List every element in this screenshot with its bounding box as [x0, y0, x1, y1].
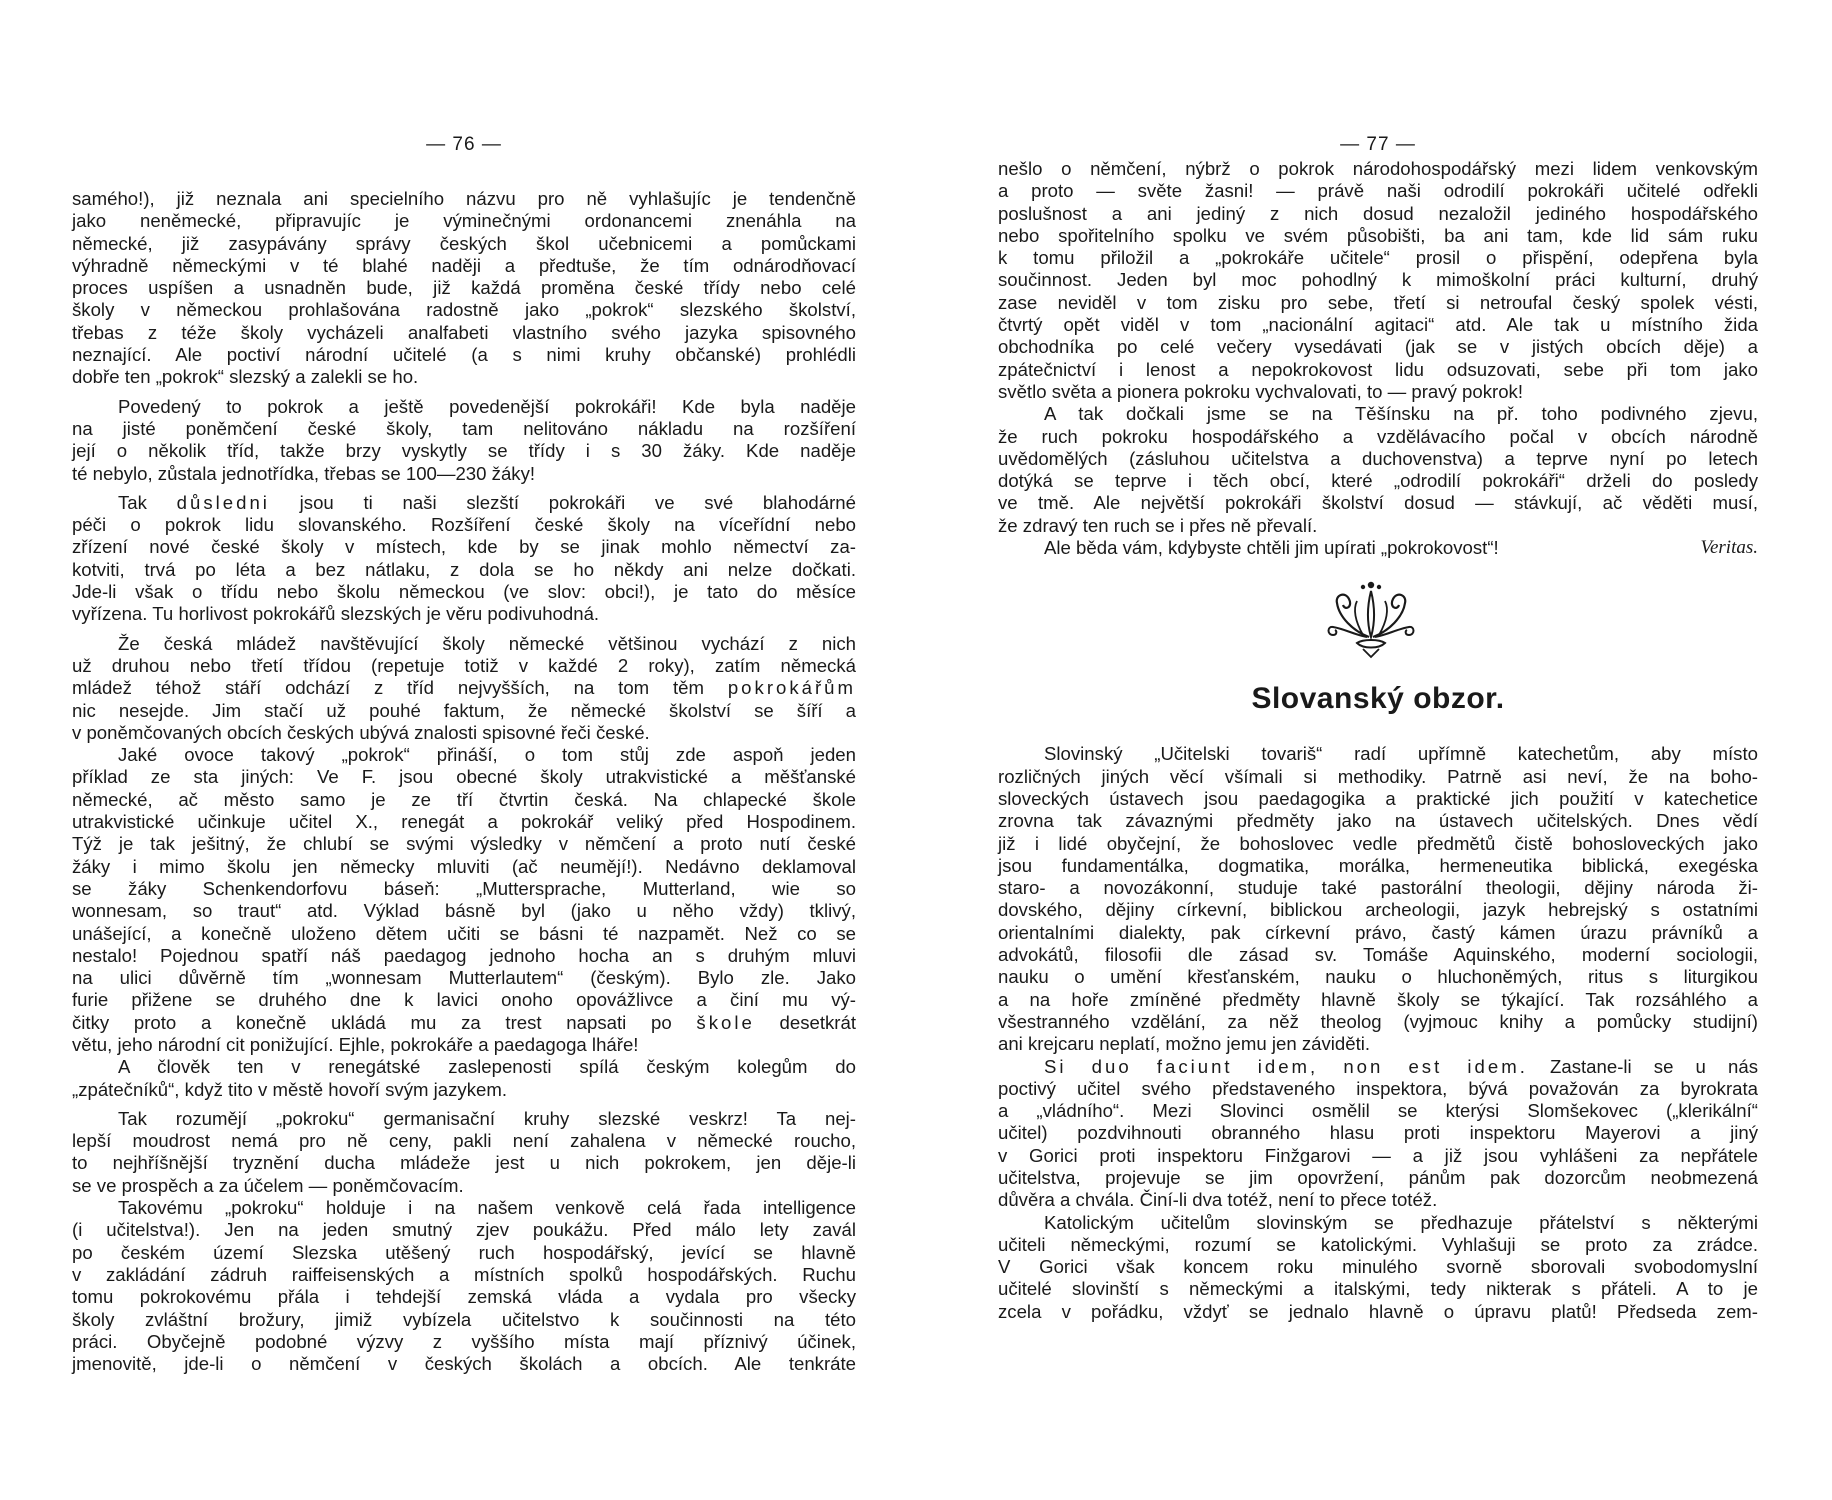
text-line: nic nesejde. Jim stačí už pouhé faktum, že německé školství se šíří a [72, 699, 856, 721]
text-line: třebas z téže školy vycházeli analfabeti vlastního svého jazyka spisovného [72, 321, 856, 343]
text-line: staro- a novozákonní, studuje také pastorální theologii, dějiny národa ži- [998, 877, 1758, 899]
left-page [72, 0, 856, 1500]
text-line: Slovinský „Učitelski tovariš“ radí upřímně katechetům, aby místo [1044, 743, 1758, 765]
text-line: samého!), již neznala ani specielního názvu pro ně vyhlašujíc je tendenčně [72, 188, 856, 209]
text-line: Tak důsledni jsou ti naši slezští pokrokáři ve své blahodárné [118, 491, 856, 513]
text-line: se žáky Schenkendorfovu báseň: „Muttersprache, Mutterland, wie so [72, 877, 856, 899]
text-line: v poněmčovaných obcích českých ubývá znalosti spisovné řeči české. [72, 721, 650, 743]
spaced-word: důsledni [176, 491, 270, 513]
text-line: vyřízena. Tu horlivost pokrokářů slezských je věru podivuhodná. [72, 603, 600, 625]
text-line: (i učitelstva!). Jen na jeden smutný zjev poukážu. Před málo lety zavál [72, 1219, 856, 1241]
text-line: lepší moudrost nemá pro ně ceny, pakli není zahalena v německé roucho, [72, 1130, 856, 1152]
text-line: v zakládání zádruh raiffeisenských a místních spolků hospodářských. Ruchu [72, 1263, 856, 1285]
text-line: učitelé slovinští s německými a italskými, tedy nikterak s přáteli. A to je [998, 1278, 1758, 1300]
text-line: Katolickým učitelům slovinským se předhazuje přátelství s některými [1044, 1211, 1758, 1233]
text-line: německé, již zasypávány správy českých škol učebnicemi a pomůckami [72, 232, 856, 254]
text-line: že ruch pokroku hospodářského a vzdělávacího počal v obcích národně [998, 425, 1758, 447]
text-line: sloveckých ústavech jsou paedagogika a praktické jich použití v katechetice [998, 787, 1758, 809]
text-line: učitel) pozdvihnouti obranného hlasu proti inspektoru Mayerovi a jiný [998, 1122, 1758, 1144]
text-line: Ale běda vám, kdybyste chtěli jim upírati „pokrokovost“! Veritas. [1044, 537, 1758, 559]
text-line: Tak rozumějí „pokroku“ germanisační kruhy slezské veskrz! Ta nej- [118, 1107, 856, 1129]
text-line: na jisté poněmčení české školy, tam nelitováno nákladu na rozšíření [72, 417, 856, 439]
text-line: poctivý učitel svého představeného inspektora, bývá považován za byrokrata [998, 1077, 1758, 1099]
text-line: tomu pokrokovému přála i tehdejší zemská vláda a vydala pro všecky [72, 1286, 856, 1308]
text-line: důvěra a chvála. Činí-li dva totéž, není to přece totéž. [998, 1189, 1438, 1211]
signature: Veritas. [1700, 537, 1758, 559]
text-line: na ulici důvěrně tím „wonnesam Mutterlautem“ (českým). Bylo zle. Jako [72, 967, 856, 989]
text-line: práci. Obyčejně podobné výzvy z vyššího místa mají příznivý účinek, [72, 1330, 856, 1352]
text-line: učitelstva, projevuje se jim opovržení, pánům pak dozorcům neobmezená [998, 1166, 1758, 1188]
text-line: A člověk ten v renegátské zaslepenosti spílá českým kolegům do [118, 1056, 856, 1078]
text-line: nestalo! Pojednou spatří náš paedagog jednoho hocha an s druhým mluvi [72, 944, 856, 966]
text-line: dobře ten „pokrok“ slezský a zalekli se ho. [72, 366, 419, 388]
text-line: v Gorici proti inspektoru Finžgarovi — a již jsou vyhlášeni za nepřátele [998, 1144, 1758, 1166]
text-line: a „vládního“. Mezi Slovinci osmělil se kterýsi Slomšekovec („klerikální“ [998, 1100, 1758, 1122]
text-line: rozličných jiných věcí všímali si methodiky. Patrně asi neví, že na boho- [998, 765, 1758, 787]
text-line: Jde-li však o třídu nebo školu německou (ve slov: obci!), je tato do měsíce [72, 581, 856, 603]
page-number: — 77 — [1340, 134, 1416, 155]
right-page-text [998, 158, 1758, 1323]
text-line: jmenovitě, jde-li o němčení v českých školách a obcích. Ale tenkráte [72, 1353, 856, 1375]
text-line: advokátů, filosofii dle zásad sv. Tomáše Aquinského, moderní sociologii, [998, 944, 1758, 966]
text-line: německé, ač město samo je ze tří čtvrtin česká. Na chlapecké škole [72, 788, 856, 810]
text-line: školy v německou prohlašována radostně jako „pokrok“ slezského školství, [72, 299, 856, 321]
text-line: Týž je tak ješitný, že chlubí se svými výsledky v němčení a proto nutí české [72, 833, 856, 855]
text-line: větu, jeho národní cit ponižující. Ejhle, pokrokáře a paedagoga lháře! [72, 1033, 639, 1055]
section-title: Slovanský obzor. [1251, 682, 1505, 716]
text-line: dotýká se teprve i těch obcí, které „odrodilí pokrokáři“ drželi do posledy [998, 470, 1758, 492]
text-line: že zdravý ten ruch se i přes ně převalí. [998, 514, 1318, 536]
text-line: péči o pokrok lidu slovanského. Rozšíření české školy na víceřídní nebo [72, 514, 856, 536]
text-line: utrakvistické učinkuje učitel X., renegát a pokrokář veliký před Hospodinem. [72, 811, 856, 833]
text-line: již i lidé obyčejní, že bohoslovec vedle předmětů čistě bohosloveckých jako [998, 832, 1758, 854]
text-line: poslušnost a ani jediný z nich dosud nezaložil jediného hospodářského [998, 202, 1758, 224]
text-line: zcela v pořádku, vždyť se jednalo hlavně o úpravu platů! Předseda zem- [998, 1300, 1758, 1322]
text-line: už druhou nebo třetí třídou (repetuje totiž v každé 2 roky), zatím německá [72, 654, 856, 676]
text-line: zrovna tak závaznými předměty jako na ústavech učitelských. Dnes vědí [998, 810, 1758, 832]
text-line: kotviti, trvá po léta a bez nátlaku, z dola se ho někdy ani nelze dočkati. [72, 558, 856, 580]
text-line: příklad ze sta jiných: Ve F. jsou obecné školy utrakvistické a měšťanské [72, 766, 856, 788]
text-line: k tomu přiložil a „pokrokáře učitele“ prosil o přispění, odepřena byla [998, 247, 1758, 269]
text-line: Si duo faciunt idem, non est idem. Zastane-li se u nás [1044, 1055, 1758, 1077]
text-line: učiteli německými, rozumí se katolickými. Vyhlašuji se proto za zrádce. [998, 1233, 1758, 1255]
text-line: zase neviděl v tom zisku pro sebe, třetí si netroufal český spolek vésti, [998, 291, 1758, 313]
text-line: uvědomělých (zásluhou učitelstva a duchovenstva) a teprve nyní po letech [998, 447, 1758, 469]
text-line: neznající. Ale poctiví národní učitelé (a s nimi kruhy občanské) prohlédli [72, 344, 856, 366]
text-line: nauku o umění křesťanském, nauku o hluchoněmých, ritus s liturgikou [998, 966, 1758, 988]
ornament-icon [998, 559, 1758, 677]
text-line: zpátečnictví i lenost a nepokrokovost lidu odsuzovati, sebe při tom jako [998, 358, 1758, 380]
text-line: obchodníka po celé večery vysedávati (jak se v jistých obcích děje) a [998, 336, 1758, 358]
text-line: a na hoře zmíněné předměty hlavně školy se týkající. Tak rozsáhlého a [998, 988, 1758, 1010]
text-line: „zpátečníků“, když tito v městě hovoří svým jazykem. [72, 1078, 508, 1100]
spaced-word: pokrokářům [727, 677, 857, 699]
text-line: školy zvláštní brožury, jimiž vybízela učitelstvo k součinnosti na této [72, 1308, 856, 1330]
spaced-latin-phrase: Si duo faciunt idem, non est idem. [1044, 1055, 1528, 1077]
text-line: té nebylo, zůstala jednotřídka, třebas se 100—230 žáky! [72, 462, 536, 484]
left-page-text [72, 188, 856, 1375]
text-line: orientalními dialekty, pak církevní právo, častý kámen úrazu právníků a [998, 921, 1758, 943]
text-line: ani krejcaru neplatí, možno jemu jen záviděti. [998, 1033, 1371, 1055]
text-line: čtvrtý opět viděl v tom „nacionální agitaci“ atd. Ale tak u místního žida [998, 314, 1758, 336]
text-line: ve tmě. Ale největší pokrokáři školství dosud — stávkují, ač věděti musí, [998, 492, 1758, 514]
text-line: unášející, a konečně uloženo dětem učiti se básni té nazpamět. Než co se [72, 922, 856, 944]
text-line: jako neněmecké, připravujíc je výminečnými ordonancemi znenáhla na [72, 210, 856, 232]
text-line: to nejhříšnější tryznění ducha mládeže jest u nich pokrokem, jen děje-li [72, 1152, 856, 1174]
text-line: mládež téhož stáří odchází z tříd nejvyšších, na tom těm pokrokářům [72, 677, 857, 699]
text-line: se ve prospěch a za účelem — poněmčovacím. [72, 1174, 464, 1196]
spaced-word: škole [696, 1011, 755, 1033]
text-line: všestranného vzdělání, za něž theolog (vyjmouc knihy a pomůcky studijní) [998, 1010, 1758, 1032]
page-number: — 76 — [426, 134, 502, 155]
text-line: žáky i mimo školu jen německy mluviti (ač neumějí!). Nedávno deklamoval [72, 855, 856, 877]
text-line: furie přiženе se druhého dne k lavici onoho opovážlivce a činí mu vý- [72, 989, 856, 1011]
right-page [998, 0, 1758, 1500]
text-line: Že česká mládež navštěvující školy německé většinou vychází z nich [118, 632, 856, 654]
text-line: její o několik tříd, takže brzy vyskytly se třídy i s 30 žáky. Kde naděje [72, 440, 856, 462]
text-line: A tak dočkali jsme se na Těšínsku na př. toho podivného zjevu, [1044, 403, 1758, 425]
text-line: nešlo o němčení, nýbrž o pokrok národohospodářský mezi lidem venkovským [998, 158, 1758, 179]
text-line: Jaké ovoce takový „pokrok“ přináší, o tom stůj zde aspoň jeden [118, 744, 856, 766]
text-line: výhradně německými v té blahé naději a předtuše, že tím odnárodňovací [72, 254, 856, 276]
text-line: zřízení nové české školy v místech, kde by se jinak mohlo němectví za- [72, 536, 856, 558]
text-line: součinnost. Jeden byl moc pohodlný k mimoškolní práci kulturní, druhý [998, 269, 1758, 291]
text-line: po českém území Slezska utěšený ruch hospodářský, jevící se hlavně [72, 1241, 856, 1263]
text-line: Takovému „pokroku“ holduje i na našem venkově celá řada intelligence [118, 1197, 856, 1219]
text-line: čitky proto a konečně ukládá mu za trest napsati po škole desetkrát [72, 1011, 857, 1033]
text-line: a proto — světe žasni! — právě naši odrodilí pokrokáři učitelé odřekli [998, 180, 1758, 202]
text-line: proces uspíšen a usnadněn bude, již každá proměna české třídy nebo celé [72, 277, 856, 299]
text-line: Povedený to pokrok a ještě povedenější pokrokáři! Kde byla naděje [118, 395, 856, 417]
text-line: jsou fundamentálka, dogmatika, morálka, hermeneutika biblická, exegéska [998, 854, 1758, 876]
text-line: V Gorici však koncem roku minulého svorně sborovali svobodomyslní [998, 1256, 1758, 1278]
text-line: wonnesam, so traut“ atd. Výklad básně byl (jako u něho vždy) tklivý, [72, 900, 856, 922]
text-line: nebo spořitelního spolku ve svém působišti, ba ani tam, kde lid sám ruku [998, 224, 1758, 246]
text-line: dovského, dějiny církevní, biblickou archeologii, jazyk hebrejský s ostatními [998, 899, 1758, 921]
text-line: světlo světa a pionera pokroku vychvalovati, to — pravý pokrok! [998, 380, 1524, 402]
